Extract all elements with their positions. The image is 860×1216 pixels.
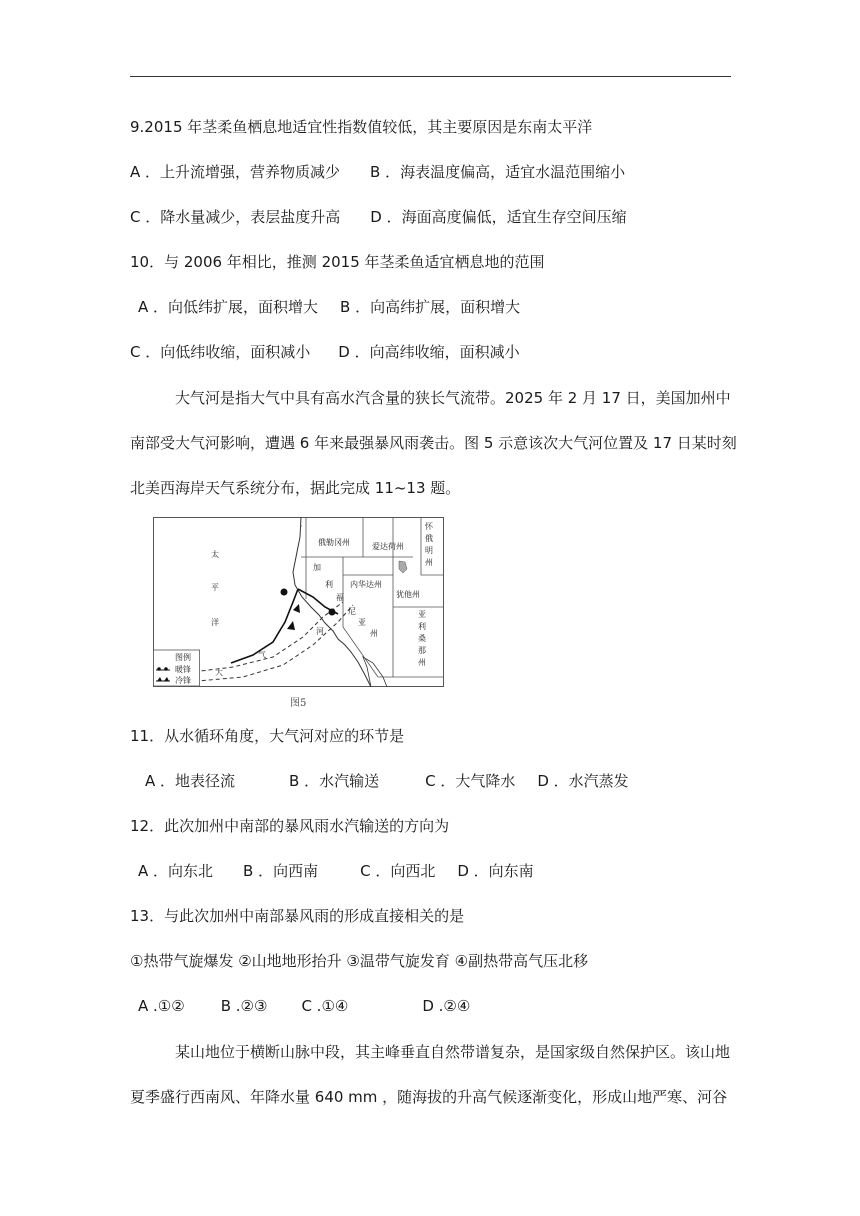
label-oregon: 俄勒冈州	[318, 538, 350, 547]
paragraph-2-line-2: 夏季盛行西南风、年降水量 640 mm ，随海拔的升高气候逐渐变化，形成山地严寒、河谷	[130, 1088, 728, 1106]
label-wyoming: 明	[425, 546, 433, 555]
question-10-options-ab	[138, 297, 520, 317]
option-d[interactable]: D ．海面高度偏低，适宜生存空间压缩	[370, 208, 627, 226]
question-12: 12．此次加州中南部的暴风雨水汽输送的方向为	[130, 817, 450, 835]
question-13-statements: ①热带气旋爆发 ②山地地形抬升 ③温带气旋发育 ④副热带高气压北移	[130, 952, 589, 970]
label-california: 加	[313, 563, 321, 572]
header-rule	[130, 76, 731, 77]
label-nevada: 内华达州	[350, 580, 382, 589]
legend-title: 图例	[175, 653, 191, 662]
paragraph-1-line-1: 大气河是指大气中具有高水汽含量的狭长气流带。2025 年 2 月 17 日，美国加州中	[175, 389, 731, 407]
question-10: 10．与 2006 年相比，推测 2015 年茎柔鱼适宜栖息地的范围	[130, 253, 545, 271]
option-d[interactable]: D ．水汽蒸发	[537, 772, 629, 790]
ocean-char: 平	[211, 583, 219, 592]
label-idaho: 爱达荷州	[372, 542, 404, 551]
warm-front-semicircle	[329, 609, 336, 616]
question-13: 13．与此次加州中南部暴风雨的形成直接相关的是	[130, 907, 465, 925]
legend-cold-front: 冷锋	[175, 676, 191, 685]
label-arizona: 桑	[418, 634, 426, 643]
option-d[interactable]: D .②④	[422, 997, 471, 1015]
label-arizona: 利	[418, 622, 426, 631]
figure-caption: 图5	[290, 698, 307, 709]
label-california: 州	[370, 629, 378, 638]
ocean-char: 太	[211, 550, 219, 559]
label-california: 亚	[358, 618, 366, 627]
paragraph-1-line-2: 南部受大气河影响，遭遇 6 年来最强暴风雨袭击。图 5 示意该次大气河位置及 17 日某时刻	[130, 434, 737, 452]
legend-warm-front: 暖锋	[175, 665, 191, 674]
option-b[interactable]: B .②③	[220, 997, 268, 1015]
option-b[interactable]: B ．向西南	[243, 862, 319, 880]
legend-warm-icon	[164, 667, 168, 671]
ocean-char: 洋	[211, 618, 219, 627]
option-c[interactable]: C ．降水量减少，表层盐度升高	[130, 208, 341, 226]
label-california: 尼	[348, 607, 356, 616]
warm-front-semicircle	[281, 589, 288, 596]
paragraph-1-line-3: 北美西海岸天气系统分布，据此完成 11~13 题。	[130, 479, 461, 497]
option-a[interactable]: A .①②	[138, 997, 185, 1015]
figure-5-map	[153, 517, 444, 687]
label-arizona: 那	[418, 646, 426, 655]
option-d[interactable]: D ．向东南	[457, 862, 534, 880]
label-wyoming: 俄	[425, 534, 433, 543]
label-utah: 犹他州	[396, 590, 420, 599]
label-california: 利	[325, 580, 333, 589]
legend-warm-icon	[157, 667, 161, 671]
label-arizona: 亚	[418, 610, 426, 619]
option-a[interactable]: A ．上升流增强，营养物质减少	[130, 163, 341, 181]
option-b[interactable]: B ．向高纬扩展，面积增大	[340, 298, 521, 316]
question-9: 9.2015 年茎柔鱼栖息地适宜性指数值较低，其主要原因是东南太平洋	[130, 118, 593, 136]
option-c[interactable]: C ．大气降水	[425, 772, 516, 790]
question-9-options-ab	[130, 162, 625, 182]
question-10-options-cd	[130, 342, 520, 362]
question-11: 11．从水循环角度，大气河对应的环节是	[130, 727, 405, 745]
label-arizona: 州	[418, 658, 426, 667]
option-b[interactable]: B ．海表温度偏高，适宜水温范围缩小	[370, 163, 626, 181]
question-12-options	[138, 861, 534, 881]
label-wyoming: 州	[425, 558, 433, 567]
river-char: 大	[215, 668, 223, 677]
option-a[interactable]: A ．向东北	[138, 862, 214, 880]
option-c[interactable]: C .①④	[301, 997, 349, 1015]
question-9-options-cd	[130, 207, 627, 227]
question-13-options	[138, 996, 470, 1016]
river-char: 河	[316, 627, 324, 636]
river-char: 气	[258, 650, 266, 659]
option-b[interactable]: B ．水汽输送	[289, 772, 380, 790]
paragraph-2-line-1: 某山地位于横断山脉中段，其主峰垂直自然带谱复杂，是国家级自然保护区。该山地	[175, 1043, 731, 1061]
question-11-options	[145, 771, 629, 791]
option-d[interactable]: D ．向高纬收缩，面积减小	[338, 343, 520, 361]
label-california: 福	[336, 593, 344, 602]
option-a[interactable]: A ．地表径流	[145, 772, 236, 790]
label-wyoming: 怀	[425, 522, 433, 531]
option-c[interactable]: C ．向低纬收缩，面积减小	[130, 343, 311, 361]
option-c[interactable]: C ．向西北	[360, 862, 436, 880]
option-a[interactable]: A ．向低纬扩展，面积增大	[138, 298, 319, 316]
